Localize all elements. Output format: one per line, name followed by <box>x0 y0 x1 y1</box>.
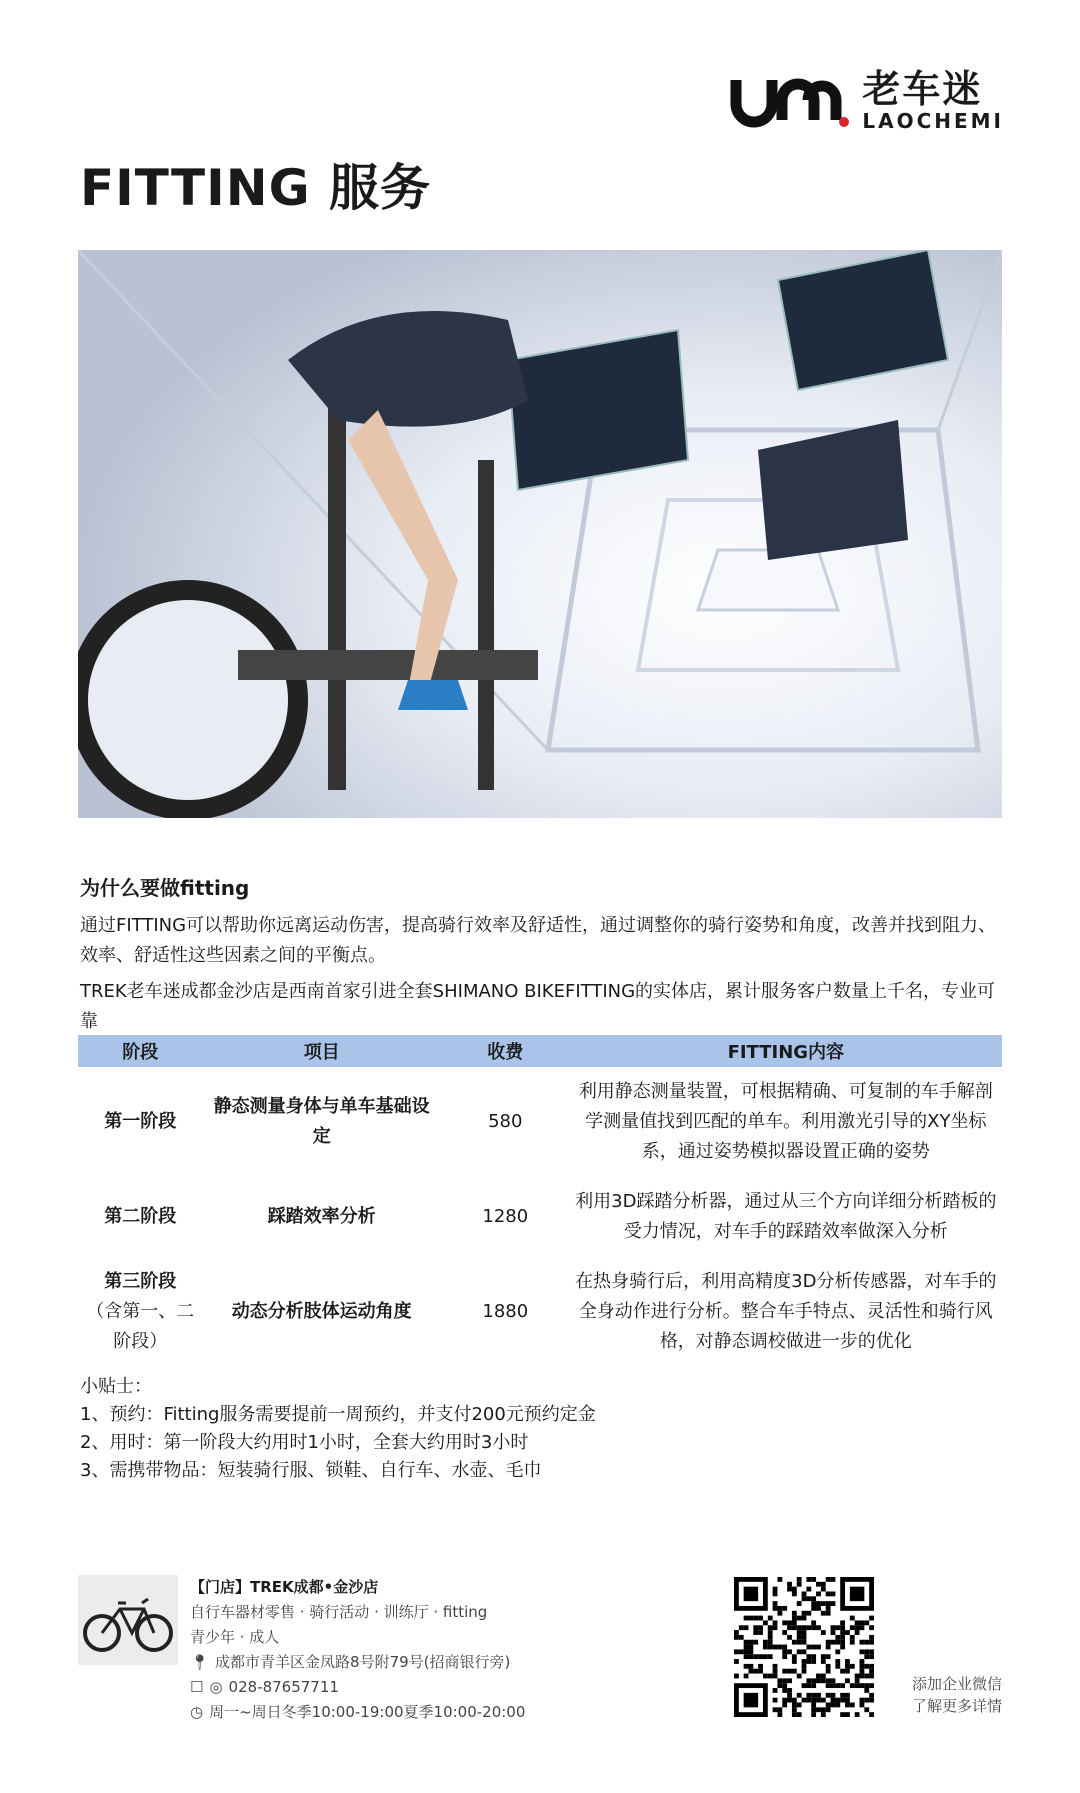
qr-code-image[interactable] <box>734 1577 874 1717</box>
item-cell: 静态测量身体与单车基础设定 <box>213 1096 430 1147</box>
table-row <box>78 1257 1002 1367</box>
brand-name-cn: 老车迷 <box>862 67 983 111</box>
description-cell: 在热身骑行后，利用高精度3D分析传感器，对车手的全身动作进行分析。整合车手特点、灵活性和骑行风格，对静态调校做进一步的优化 <box>575 1271 997 1352</box>
fee-cell: 1880 <box>482 1301 529 1322</box>
hero-image <box>78 250 1002 818</box>
stage-cell <box>78 1177 202 1257</box>
store-footer <box>78 1575 1002 1725</box>
header-stage: 阶段 <box>78 1035 202 1067</box>
store-name: 【门店】TREK成都•金沙店 <box>190 1578 379 1596</box>
why-section <box>80 872 1000 1043</box>
why-paragraph-1: 通过FITTING可以帮助你远离运动伤害，提高骑行效率及舒适性，通过调整你的骑行姿势和角度，改善并找到阻力、效率、舒适性这些因素之间的平衡点。 <box>80 915 997 966</box>
store-hours: 周一~周日冬季10:00-19:00夏季10:00-20:00 <box>209 1703 526 1721</box>
logo-mark-icon <box>730 70 850 130</box>
tip-item: 1、预约：Fitting服务需要提前一周预约，并支付200元预约定金 <box>80 1404 596 1425</box>
stage-label: 第二阶段 <box>104 1206 177 1227</box>
table-row <box>78 1067 1002 1177</box>
store-info <box>190 1575 525 1725</box>
table-header-row <box>78 1035 1002 1067</box>
tip-item: 3、需携带物品：短装骑行服、锁鞋、自行车、水壶、毛巾 <box>80 1460 542 1481</box>
table-row <box>78 1177 1002 1257</box>
tips-section <box>80 1373 596 1485</box>
page-title: FITTING 服务 <box>80 159 432 217</box>
qr-caption-line-1: 添加企业微信 <box>911 1675 1002 1693</box>
stage-note: （含第一、二阶段） <box>86 1301 195 1352</box>
store-address: 成都市青羊区金凤路8号附79号(招商银行旁) <box>215 1653 511 1671</box>
header-content: FITTING内容 <box>570 1035 1002 1067</box>
stage-cell <box>78 1257 202 1367</box>
description-cell: 利用3D踩踏分析器，通过从三个方向详细分析踏板的受力情况，对车手的踩踏效率做深入分析 <box>575 1191 997 1242</box>
header-fee: 收费 <box>441 1035 570 1067</box>
why-paragraph-2: TREK老车迷成都金沙店是西南首家引进全套SHIMANO BIKEFITTING的实体店，累计服务客户数量上千名，专业可靠 <box>80 981 996 1032</box>
brand-logo <box>730 68 1004 132</box>
brand-name-en: LAOCHEMI <box>862 109 1004 133</box>
item-cell: 动态分析肢体运动角度 <box>231 1301 412 1322</box>
description-cell: 利用静态测量装置，可根据精确、可复制的车手解剖学测量值找到匹配的单车。利用激光引导的XY坐标系，通过姿势模拟器设置正确的姿势 <box>578 1081 993 1162</box>
phone-icon: ☐ <box>190 1678 204 1696</box>
clock-icon: ◷ <box>190 1703 204 1721</box>
bicycle-image <box>78 1575 178 1665</box>
location-pin-icon: 📍︎ <box>190 1653 210 1671</box>
item-cell: 踩踏效率分析 <box>267 1206 376 1227</box>
store-audience: 青少年 · 成人 <box>190 1628 280 1646</box>
why-heading: 为什么要做fitting <box>80 876 250 900</box>
tips-heading: 小贴士： <box>80 1376 152 1397</box>
header-item: 项目 <box>202 1035 441 1067</box>
qr-caption-line-2: 了解更多详情 <box>911 1697 1002 1715</box>
fitting-price-table <box>78 1035 1002 1367</box>
wechat-icon: ◎ <box>209 1678 223 1696</box>
fee-cell: 1280 <box>482 1206 529 1227</box>
qr-caption <box>912 1673 1002 1717</box>
stage-cell <box>78 1067 202 1177</box>
tip-item: 2、用时：第一阶段大约用时1小时，全套大约用时3小时 <box>80 1432 529 1453</box>
stage-label: 第一阶段 <box>104 1111 177 1132</box>
fee-cell: 580 <box>488 1111 523 1132</box>
store-services: 自行车器材零售 · 骑行活动 · 训练厅 · fitting <box>190 1603 488 1621</box>
store-phone[interactable]: 028-87657711 <box>228 1678 339 1696</box>
stage-label: 第三阶段 <box>104 1271 177 1292</box>
